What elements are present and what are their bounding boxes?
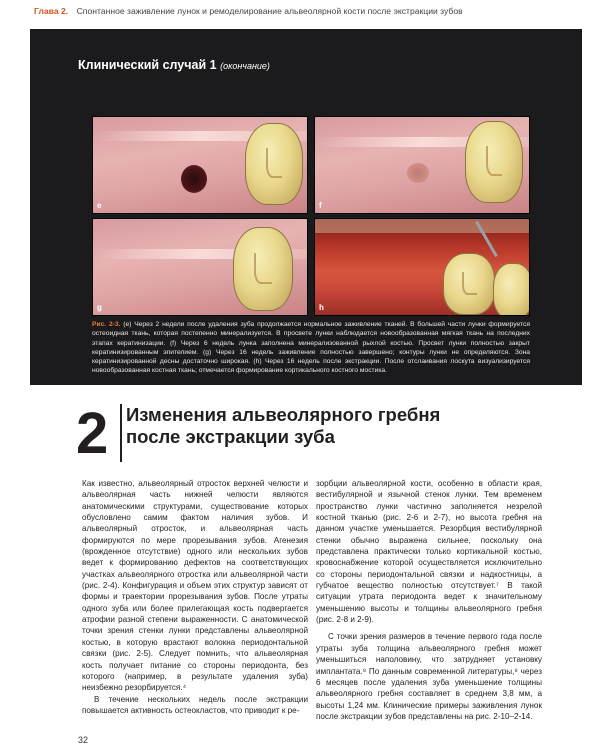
running-head-title: Спонтанное заживление лунок и ремоделирование альвеолярной кости после экстракции зубов xyxy=(76,6,463,16)
figure-caption-text: (e) Через 2 недели после удаления зуба продолжается нормальное заживление тканей. В большей части лунки формируется остеоидная ткань, которая постепенно минерализуется. В просвете лунки наблюдается новообразованная мягкая ткань на последних этапах кератинизации. (f) Через 6 недель лунка заполнена минерализованной рыхлой костью. Просвет лунки полностью закрыт кератинизированным эпителием. (g) Через 16 недель заживление полностью завершено; контуры лунки не определяются. Зона кератинизированной десны достаточно широкая. (h) Через 16 недель после экстракции. После отслаивания лоскута визуализируется новообразованная костная ткань; отмечается формирование кортикального костного мостика. xyxy=(92,321,530,375)
paragraph: С точки зрения размеров в течение первого года после утраты зуба толщина альвеолярного гребня может уменьшиться наполовину, что затрудняет установку имплантата.⁸ По данным современной литературы,⁹ через 6 месяцев после удаления зуба уменьшение толщины альвеолярного гребня составляет в среднем 3,8 мм, а высоты 1,24 мм. Клинические примеры заживления лунок после экстракции зубов представлены на рис. 2-10–2-14. xyxy=(316,632,542,721)
paragraph: зорбции альвеолярной кости, особенно в области края, вестибулярной и язычной стенок лунки. Тем временем пространство лунки частично заполняется незрелой костной тканью (рис. 2-6 и 2-7), но высота гребня на данном участке уменьшается. Резорбция вестибулярной стенки обычно выражена сильнее, поскольку она представлена практически только кортикальной костью, кровоснабжение которой осуществляется исключительно со стороны периодонтальной связки и надкостницы, а губчатое вещество полностью отсутствует.⁷ В такой ситуации утрата периодонта ведет к значительному уменьшению высоты и толщины альвеолярного гребня (рис. 2-8 и 2-9). xyxy=(316,479,542,625)
adjacent-tooth xyxy=(465,121,523,203)
photo-label-g: g xyxy=(97,303,102,312)
flap xyxy=(315,219,529,233)
clinical-photo-f xyxy=(314,116,530,214)
running-head-chapter: Глава 2. xyxy=(34,6,69,16)
running-head xyxy=(34,6,584,16)
case-title-subtitle: (окончание) xyxy=(220,61,270,71)
case-title xyxy=(78,58,270,72)
body-column-left xyxy=(82,478,308,716)
figure-caption xyxy=(92,320,530,376)
body-column-right xyxy=(316,478,542,722)
healing-socket xyxy=(407,163,429,183)
clinical-photo-e xyxy=(92,116,308,214)
clinical-photo-g xyxy=(92,218,308,316)
page-number: 32 xyxy=(78,735,89,745)
case-title-main: Клинический случай 1 xyxy=(78,58,217,72)
photo-label-f: f xyxy=(319,201,322,210)
photo-label-e: e xyxy=(97,201,102,210)
adjacent-tooth xyxy=(233,227,293,311)
adjacent-tooth xyxy=(245,123,303,205)
chapter-title: Изменения альвеолярного гребня после экстракции зуба xyxy=(126,404,441,447)
clinical-photo-h xyxy=(314,218,530,316)
chapter-divider xyxy=(120,404,122,462)
chapter-number: 2 xyxy=(76,401,109,466)
photo-label-h: h xyxy=(319,303,324,312)
figure-number: Рис. 2-3. xyxy=(92,321,121,328)
extraction-socket xyxy=(181,165,207,193)
adjacent-tooth xyxy=(443,253,495,315)
paragraph: Как известно, альвеолярный отросток верхней челюсти и альвеолярная часть нижней челюсти являются анатомическими структурами, существование которых обусловлено самим фактом наличия зубов. И альвеолярный отросток, и альвеолярная часть формируются по мере прорезывания зубов. Агенезия (врожденное отсутствие) одного или нескольких зубов ведет к формированию дефектов на соответствующих участках альвеолярного отростка или альвеолярной части (рис. 2-4). Конфигурация и объем этих структур зависят от формы и траектории прорезывания зубов. После утраты одного зуба или более прилегающая кость подвергается атрофии разной степени выраженности. С анатомической точки зрения стенки лунки представлены альвеолярной костью, в которую врастают волокна периодонтальной связки (рис. 2-5). Следует помнить, что альвеолярная кость получает питание со стороны периодонта, без которого (например, в результате удаления зуба) неизбежно резорбируется.⁴ xyxy=(82,479,308,693)
paragraph: В течение нескольких недель после экстракции повышается активность остеокластов, что приводит к ре- xyxy=(82,694,308,715)
adjacent-tooth xyxy=(493,263,530,316)
